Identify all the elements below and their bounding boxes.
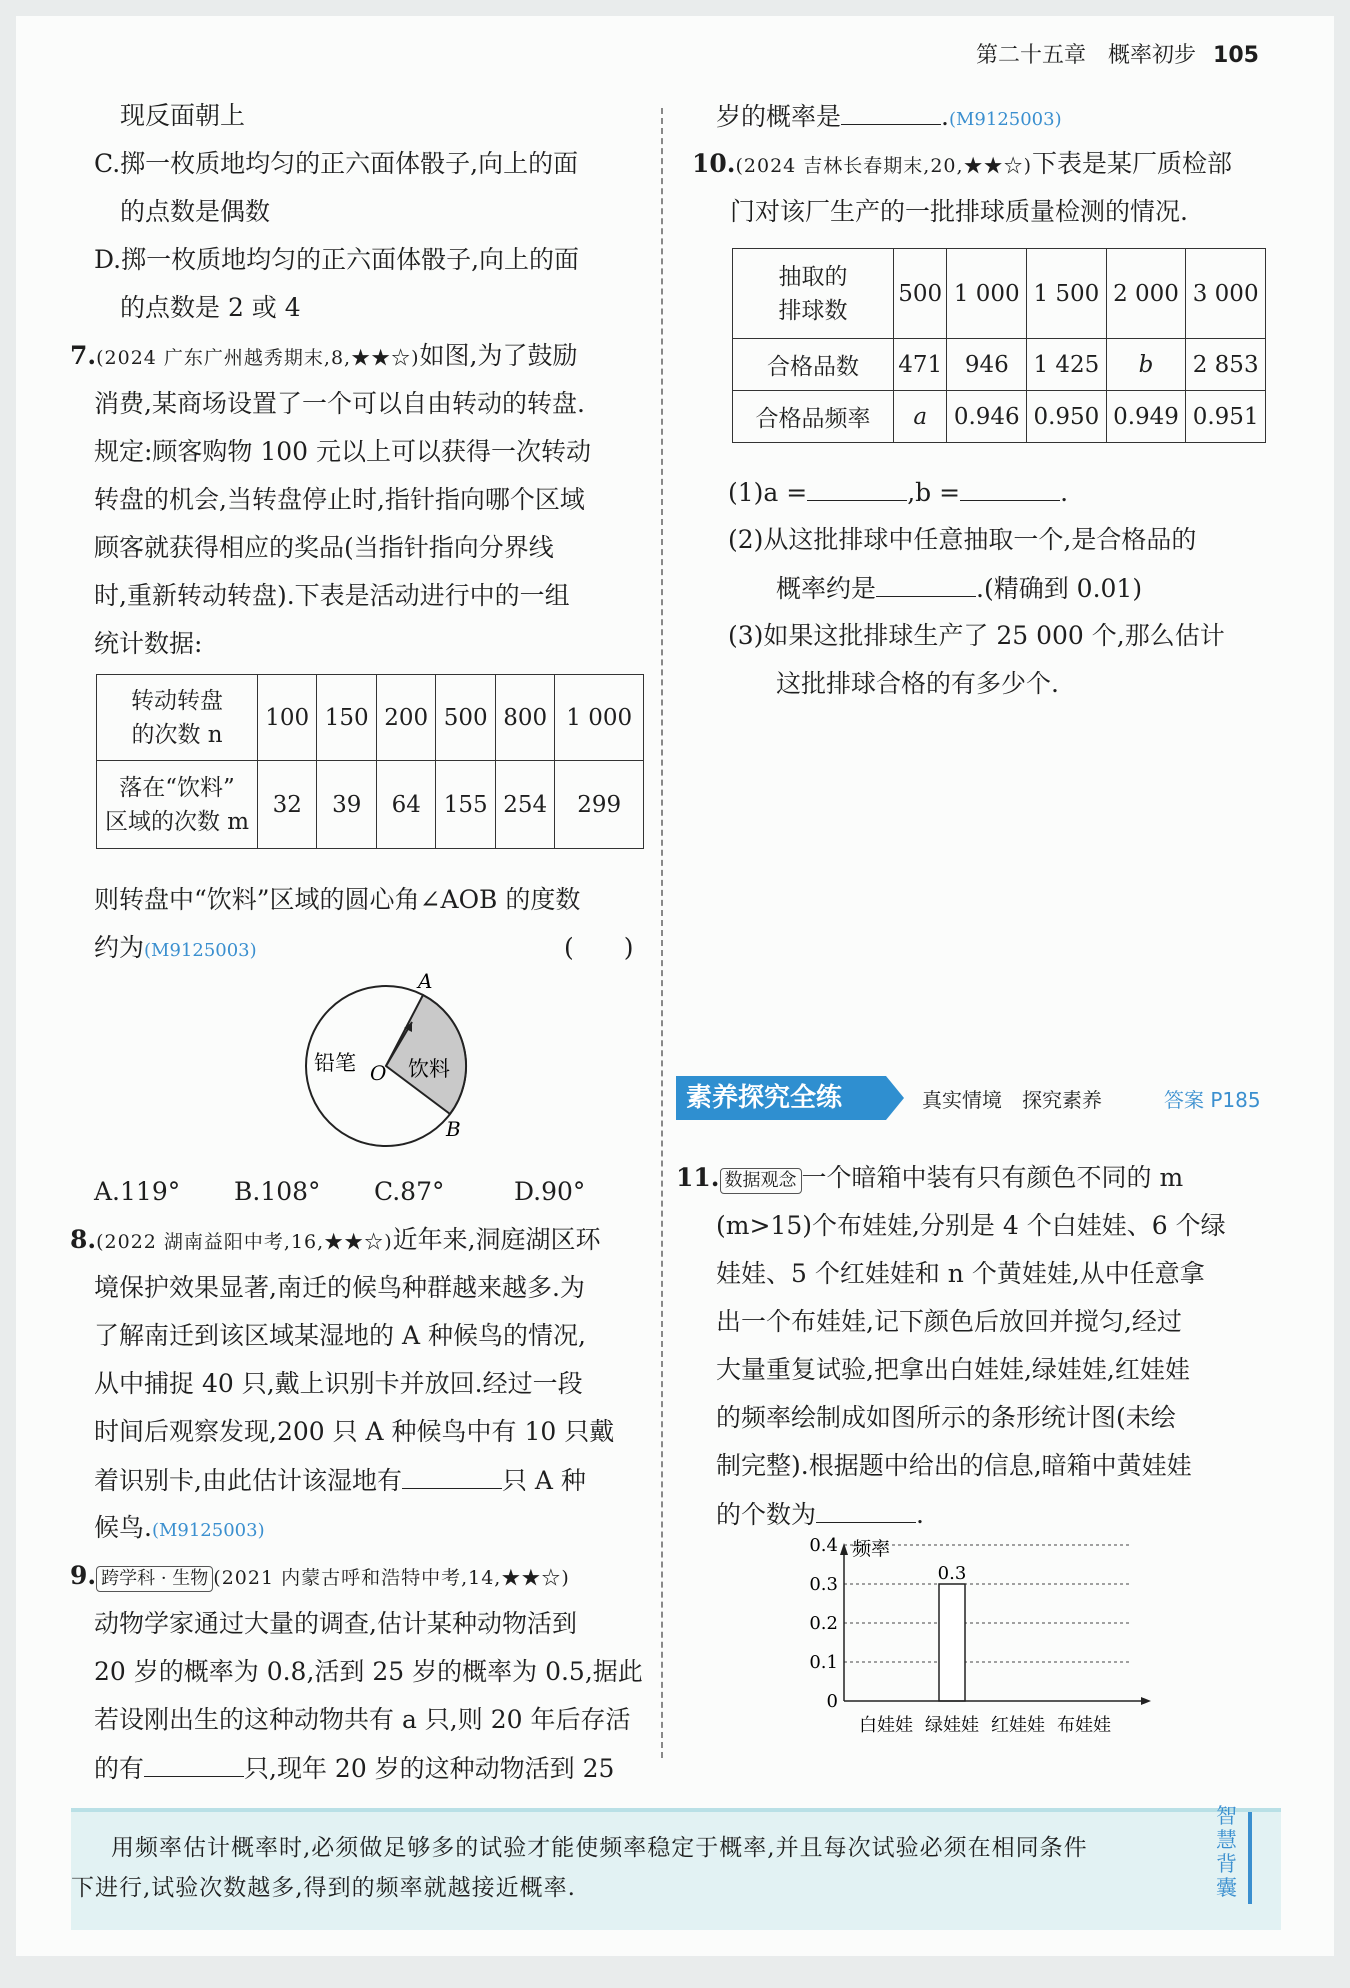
answer-blank[interactable]: [960, 476, 1060, 501]
q9-line-1: 动物学家通过大量的调查,估计某种动物活到: [94, 1609, 577, 1638]
q10-header-count: [733, 249, 894, 339]
drink-sector: [386, 995, 466, 1114]
side-label-text: 智慧背囊: [1216, 1804, 1237, 1900]
table-cell: 0.950: [1027, 391, 1107, 443]
q10-header-frequency: 合格品频率: [733, 391, 894, 443]
q11-line-4: 大量重复试验,把拿出白娃娃,绿娃娃,红娃娃: [716, 1355, 1190, 1384]
page-number: 105: [1213, 43, 1259, 68]
q8-head: [70, 1224, 601, 1258]
y-tick-label: 0.1: [809, 1652, 838, 1673]
q8-line-5a: 着识别卡,由此估计该湿地有: [94, 1466, 402, 1495]
table-cell: a: [894, 391, 947, 443]
q11-bar-chart: [786, 1531, 1186, 1756]
answer-blank[interactable]: [144, 1752, 244, 1777]
q10-number: 10.: [692, 149, 736, 178]
q9-number: 9.: [70, 1561, 97, 1590]
table-cell: 200: [376, 675, 435, 761]
q7-option-d: D.90°: [514, 1177, 586, 1206]
label-a: A: [418, 969, 433, 993]
q7-line-4: 顾客就获得相应的奖品(当指针指向分界线: [94, 533, 554, 562]
q7-line-5: 时,重新转动转盘).下表是活动进行中的一组: [94, 581, 570, 610]
answer-blank[interactable]: [816, 1498, 916, 1523]
bar-data-label: 0.3: [937, 1563, 967, 1584]
page-header: [976, 38, 1259, 69]
q6-tail-line: 现反面朝上: [120, 101, 246, 130]
q8-line-5b: 只 A 种: [501, 1466, 586, 1495]
y-axis-label: 频率: [852, 1538, 891, 1560]
table-cell: 64: [376, 761, 435, 849]
answer-blank[interactable]: [402, 1464, 502, 1489]
y-tick-label: 0.2: [809, 1613, 838, 1634]
q8-line-6-text: 候鸟.: [94, 1513, 152, 1542]
q10-line-2: 门对该厂生产的一批排球质量检测的情况.: [730, 197, 1188, 226]
q9-line-3: 若设刚出生的这种动物共有 a 只,则 20 年后存活: [94, 1705, 631, 1734]
y-tick-label: 0.3: [809, 1574, 838, 1595]
q6-option-d: D.掷一枚质地均匀的正六面体骰子,向上的面: [94, 245, 580, 274]
q7-header-n-a: 转动转盘: [131, 687, 223, 714]
q7-difficulty-stars: ★★☆: [351, 347, 412, 369]
banner-arrow: [886, 1076, 904, 1120]
chart-grid: [844, 1545, 1131, 1662]
chart-bars: [939, 1584, 965, 1701]
q7-header-m-b: 区域的次数 m: [104, 808, 250, 835]
table-cell: 500: [894, 249, 947, 339]
table-cell: 2 000: [1106, 249, 1186, 339]
q8-line-2: 了解南迁到该区域某湿地的 A 种候鸟的情况,: [94, 1321, 586, 1350]
q7-ask-text: 约为: [94, 933, 145, 962]
q7-line-0: 如图,为了鼓励: [419, 341, 578, 370]
q9-line-4b: 只,现年 20 岁的这种动物活到 25: [244, 1754, 615, 1783]
table-cell: 0.949: [1106, 391, 1186, 443]
q10-sub1-a: (1)a =: [728, 478, 808, 507]
q7-number: 7.: [70, 341, 97, 370]
table-cell: 2 853: [1186, 339, 1266, 391]
answer-reference: 答案 P185: [1164, 1088, 1261, 1112]
q7-source: (2024 广东广州越秀期末,8,: [96, 347, 352, 369]
q8-line-4: 时间后观察发现,200 只 A 种候鸟中有 10 只戴: [94, 1417, 615, 1446]
drink-region-label: 饮料: [408, 1057, 450, 1081]
q10-line-1: 下表是某厂质检部: [1032, 149, 1233, 178]
q7-spinner-figure: [286, 966, 506, 1166]
answer-blank[interactable]: [841, 100, 941, 125]
q7-header-m: [97, 761, 258, 849]
q8-line-3: 从中捕捉 40 只,戴上识别卡并放回.经过一段: [94, 1369, 583, 1398]
table-cell: 946: [947, 339, 1027, 391]
pencil-region-label: 铅笔: [314, 1051, 356, 1075]
q11-line-6: 制完整).根据题中给出的信息,暗箱中黄娃娃: [716, 1451, 1192, 1480]
table-cell: 500: [436, 675, 495, 761]
q7-option-a: A.119°: [94, 1177, 181, 1206]
q6-option-c: C.掷一枚质地均匀的正六面体骰子,向上的面: [94, 149, 579, 178]
table-cell: 3 000: [1186, 249, 1266, 339]
q7-answer-paren: ( ): [564, 933, 634, 962]
q7-header-n-b: 的次数 n: [131, 721, 223, 748]
q9-source: (2021 内蒙古呼和浩特中考,14,: [213, 1567, 502, 1589]
table-cell: 1 500: [1027, 249, 1107, 339]
y-tick-label: 0.4: [809, 1535, 838, 1556]
table-cell: 800: [495, 675, 554, 761]
q10-header-count-a: 抽取的: [778, 263, 848, 290]
q11-head: [676, 1162, 1183, 1194]
q7-ask-line2: [94, 932, 257, 967]
q9-source-end: ): [561, 1567, 570, 1589]
x-tick-label: 红娃娃: [991, 1715, 1045, 1736]
q8-code: (M9125003): [151, 1520, 265, 1541]
column-divider: [661, 108, 663, 1758]
q11-line-1: (m>15)个布娃娃,分别是 4 个白娃娃、6 个绿: [716, 1211, 1226, 1240]
q11-last-text: 的个数为: [716, 1500, 817, 1529]
q7-line-1: 消费,某商场设置了一个可以自由转动的转盘.: [94, 389, 585, 418]
q7-data-table: [96, 674, 644, 849]
label-o: O: [370, 1061, 387, 1085]
q9-cont: 岁的概率是 .(M9125003): [716, 102, 1062, 131]
q10-sub3: (3)如果这批排球生产了 25 000 个,那么估计: [728, 621, 1225, 650]
q10-source-end: ): [1023, 155, 1032, 177]
q8-source: (2022 湖南益阳中考,16,: [96, 1231, 325, 1253]
x-tick-label: 白娃娃: [859, 1715, 913, 1736]
table-cell: 1 000: [947, 249, 1027, 339]
q10-header-count-b: 排球数: [778, 297, 848, 324]
y-tick-label: 0: [826, 1691, 838, 1712]
q10-sub1: (1)a = ,b = .: [728, 478, 1069, 507]
q9-line-4: [94, 1752, 614, 1785]
q8-line-0: 近年来,洞庭湖区环: [392, 1225, 601, 1254]
section-tags: 真实情境 探究素养: [922, 1088, 1102, 1112]
q9-cont-text: 岁的概率是: [716, 102, 842, 131]
page: [16, 16, 1334, 1956]
side-label: [1216, 1804, 1250, 1900]
answer-blank[interactable]: [876, 572, 976, 597]
q10-source: (2024 吉林长春期末,20,: [735, 155, 964, 177]
q9-head: [70, 1560, 570, 1594]
q10-difficulty-stars: ★★☆: [963, 155, 1024, 177]
q7-code: (M9125003): [144, 940, 257, 961]
tip-line-1: 用频率估计概率时,必须做足够多的试验才能使频率稳定于概率,并且每次试验必须在相同条件: [111, 1835, 1088, 1861]
q10-sub2: (2)从这批排球中任意抽取一个,是合格品的: [728, 525, 1197, 554]
table-cell: 1 425: [1027, 339, 1107, 391]
q8-line-1: 境保护效果显著,南迁的候鸟种群越来越多.为: [94, 1273, 585, 1302]
q8-line-5: [94, 1464, 586, 1497]
tip-box: [71, 1808, 1281, 1930]
table-cell: 150: [317, 675, 376, 761]
q7-head: [70, 340, 577, 374]
q11-line-0: 一个暗箱中装有只有颜色不同的 m: [801, 1163, 1184, 1192]
q9-line-2: 20 岁的概率为 0.8,活到 25 岁的概率为 0.5,据此: [94, 1657, 643, 1686]
q7-option-b: B.108°: [234, 1177, 321, 1206]
q7-source-end: ): [411, 347, 420, 369]
q10-header-qualified: 合格品数: [733, 339, 894, 391]
q11-line-5: 的频率绘制成如图所示的条形统计图(未绘: [716, 1403, 1176, 1432]
table-cell: 0.951: [1186, 391, 1266, 443]
q9-subject-tag: 跨学科 · 生物: [96, 1566, 213, 1592]
table-cell: 39: [317, 761, 376, 849]
q11-line-7: 的个数为 .: [716, 1500, 924, 1529]
table-cell: 1 000: [555, 675, 644, 761]
tip-line-2: 下进行,试验次数越多,得到的频率就越接近概率.: [71, 1875, 576, 1901]
q9-line-4a: 的有: [94, 1754, 145, 1783]
q8-number: 8.: [70, 1225, 97, 1254]
table-cell: 299: [555, 761, 644, 849]
q10-data-table: [732, 248, 1266, 443]
q7-line-6: 统计数据:: [94, 629, 203, 658]
q9-difficulty-stars: ★★☆: [501, 1567, 562, 1589]
q10-sub2-b: 概率约是: [776, 574, 877, 603]
bar: [939, 1584, 965, 1701]
q6-option-c-cont: 的点数是偶数: [120, 197, 271, 226]
q10-sub3-cont: 这批排球合格的有多少个.: [776, 669, 1059, 698]
table-cell: 0.946: [947, 391, 1027, 443]
q10-sub2-cont: [776, 572, 1142, 605]
table-cell: 100: [258, 675, 317, 761]
side-label-bar: [1248, 1812, 1252, 1904]
q10-sub1-b: ,b =: [907, 478, 961, 507]
table-cell: 254: [495, 761, 554, 849]
chapter-title: 第二十五章 概率初步: [976, 43, 1197, 68]
q10-sub2-c: .(精确到 0.01): [976, 574, 1143, 603]
q8-source-end: ): [384, 1231, 393, 1253]
q7-line-3: 转盘的机会,当转盘停止时,指针指向哪个区域: [94, 485, 585, 514]
q7-option-c: C.87°: [374, 1177, 445, 1206]
table-cell: 32: [258, 761, 317, 849]
q11-number: 11.: [676, 1163, 720, 1192]
q7-header-n: [97, 675, 258, 761]
table-cell: 155: [436, 761, 495, 849]
q7-header-m-a: 落在“饮料”: [119, 774, 235, 801]
q7-line-2: 规定:顾客购物 100 元以上可以获得一次转动: [94, 437, 592, 466]
q7-ask-line1: 则转盘中“饮料”区域的圆心角∠AOB 的度数: [94, 885, 581, 914]
table-cell: b: [1106, 339, 1186, 391]
q6-option-d-cont: 的点数是 2 或 4: [120, 293, 301, 322]
label-b: B: [446, 1117, 461, 1141]
x-tick-label: 布娃娃: [1057, 1715, 1111, 1736]
table-cell: 471: [894, 339, 947, 391]
x-axis-arrow: [1141, 1697, 1151, 1705]
q10-head: [692, 148, 1232, 182]
q9-code: (M9125003): [948, 109, 1062, 130]
q8-difficulty-stars: ★★☆: [324, 1231, 385, 1253]
q11-line-3: 出一个布娃娃,记下颜色后放回并搅匀,经过: [716, 1307, 1182, 1336]
q8-line-6: [94, 1512, 265, 1547]
q11-line-2: 娃娃、5 个红娃娃和 n 个黄娃娃,从中任意拿: [716, 1259, 1205, 1288]
x-tick-label: 绿娃娃: [925, 1715, 979, 1736]
q11-tag: 数据观念: [720, 1168, 802, 1194]
section-title: 素养探究全练: [676, 1076, 886, 1120]
answer-blank[interactable]: [807, 476, 907, 501]
section-banner: [676, 1076, 1316, 1120]
